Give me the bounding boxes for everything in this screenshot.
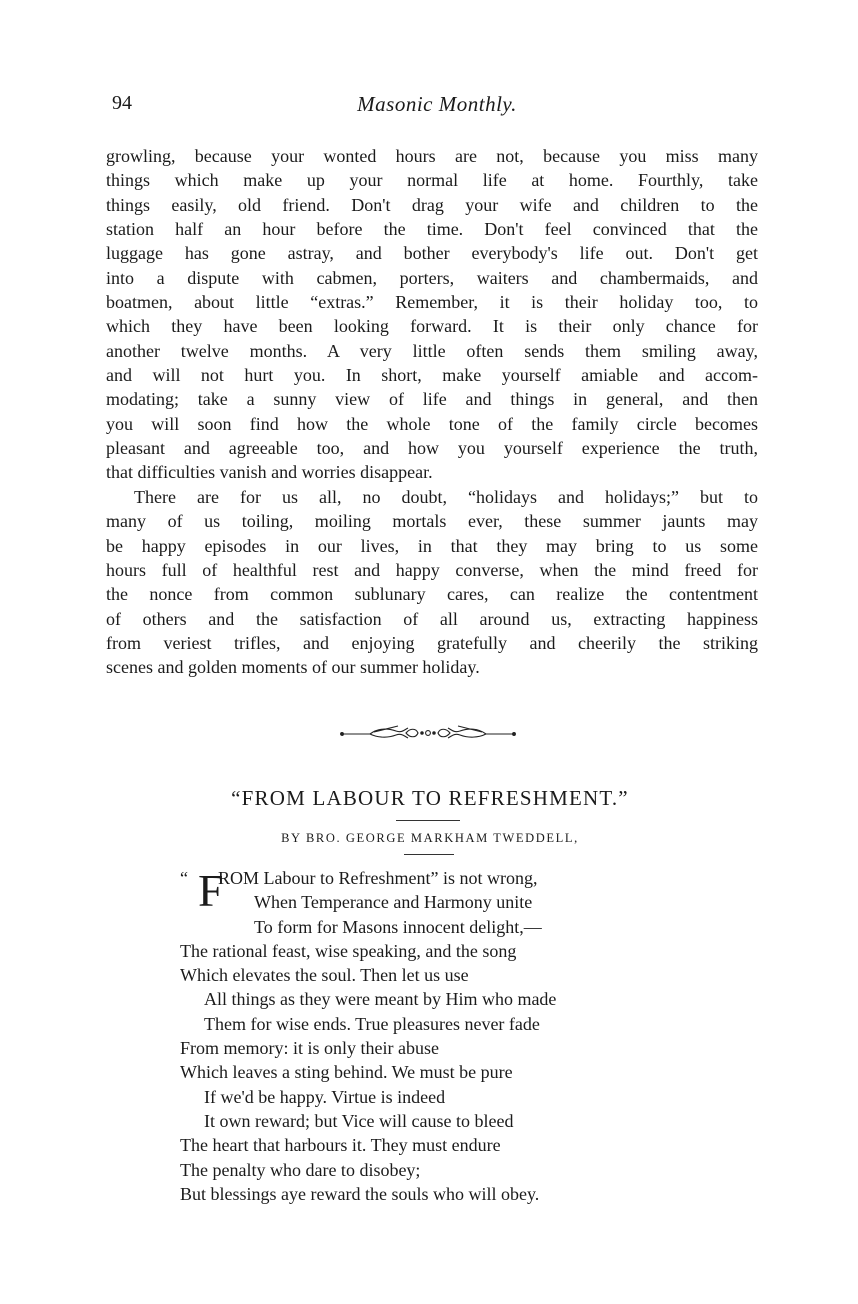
running-title: Masonic Monthly.	[357, 92, 517, 116]
prose-line: station half an hour before the time. Don't feel convinced that the	[106, 219, 758, 240]
title-rule	[396, 820, 460, 821]
poem-line: Which leaves a sting behind. We must be pure	[180, 1062, 513, 1083]
prose-line: pleasant and agreeable too, and how you yourself experience the truth,	[106, 438, 758, 459]
prose-line: of others and the satisfaction of all around us, extracting happiness	[106, 608, 758, 629]
page-number: 94	[112, 92, 132, 114]
prose-line: modating; take a sunny view of life and things in general, and then	[106, 389, 758, 410]
prose-line: boatmen, about little “extras.” Remember, it is their holiday too, to	[106, 292, 758, 313]
prose-line: growling, because your wonted hours are not, because you miss many	[106, 146, 758, 166]
poem-line: Them for wise ends. True pleasures never fade	[204, 1013, 540, 1034]
section-ornament	[340, 722, 516, 744]
prose-body	[106, 144, 758, 680]
poem-byline: BY BRO. GEORGE MARKHAM TWEDDELL,	[281, 831, 579, 845]
prose-line: hours full of healthful rest and happy converse, when the mind freed for	[106, 559, 758, 580]
page-header	[112, 92, 762, 122]
poem-first-line-rest: ROM Labour to Refreshment” is not wrong,	[218, 868, 538, 888]
prose-line: scenes and golden moments of our summer holiday.	[106, 657, 480, 678]
prose-line: which they have been looking forward. It is their only chance for	[106, 316, 758, 337]
prose-line: things which make up your normal life at home. Fourthly, take	[106, 170, 758, 191]
poem-line: The penalty who dare to disobey;	[180, 1159, 421, 1180]
prose-line: that difficulties vanish and worries disappear.	[106, 462, 433, 483]
poem-title: “FROM LABOUR TO REFRESHMENT.”	[231, 786, 629, 810]
poem-line: All things as they were meant by Him who made	[204, 989, 557, 1010]
poem-line: If we'd be happy. Virtue is indeed	[204, 1086, 446, 1107]
poem-line: From memory: it is only their abuse	[180, 1038, 439, 1059]
prose-line: and will not hurt you. In short, make yourself amiable and accom-	[106, 365, 758, 386]
drop-cap: F	[198, 865, 224, 916]
poem-line: When Temperance and Harmony unite	[254, 892, 533, 913]
prose-line: many of us toiling, moiling mortals ever, these summer jaunts may	[106, 511, 758, 532]
prose-line: another twelve months. A very little often sends them smiling away,	[106, 340, 758, 361]
prose-line: be happy episodes in our lives, in that they may bring to us some	[106, 535, 758, 556]
byline-rule	[404, 854, 454, 855]
poem-line: It own reward; but Vice will cause to bleed	[204, 1110, 514, 1131]
prose-line: luggage has gone astray, and bother everybody's life out. Don't get	[106, 243, 758, 264]
prose-line: into a dispute with cabmen, porters, waiters and chambermaids, and	[106, 267, 758, 288]
poem-line: The rational feast, wise speaking, and the song	[180, 940, 517, 961]
poem-line: The heart that harbours it. They must endure	[180, 1135, 501, 1156]
prose-line: from veriest trifles, and enjoying gratefully and cheerily the striking	[106, 632, 758, 653]
prose-line: the nonce from common sublunary cares, can realize the contentment	[106, 584, 758, 605]
prose-line: you will soon find how the whole tone of the family circle becomes	[106, 413, 758, 434]
poem-line: But blessings aye reward the souls who will obey.	[180, 1183, 540, 1204]
prose-line: things easily, old friend. Don't drag your wife and children to the	[106, 194, 758, 215]
opening-quote: “	[180, 868, 188, 888]
poem-body	[180, 866, 680, 1206]
poem-line: Which elevates the soul. Then let us use	[180, 965, 469, 986]
poem-line: To form for Masons innocent delight,—	[254, 916, 542, 937]
prose-line: There are for us all, no doubt, “holidays and holidays;” but to	[134, 486, 758, 507]
